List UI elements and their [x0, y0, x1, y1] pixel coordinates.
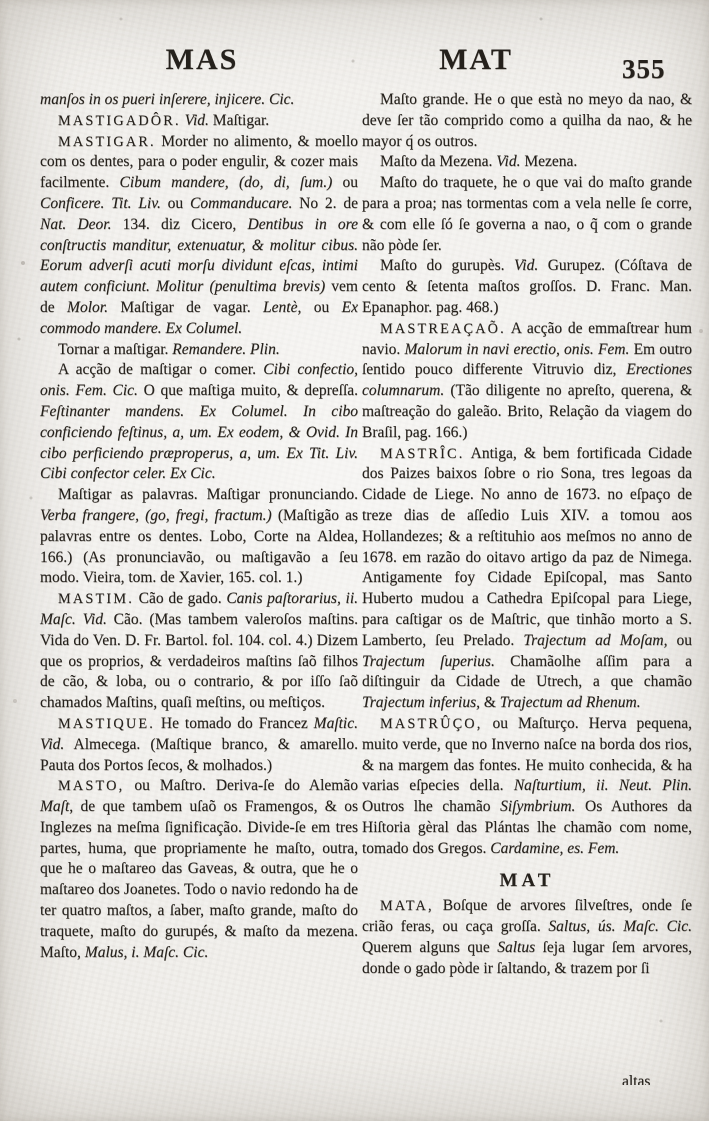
entry-paragraph [362, 152, 692, 173]
body-text: No 2. de [292, 194, 359, 212]
latin-italic-text: Commanducare. [190, 194, 293, 212]
headword: MATA, [380, 898, 434, 915]
entry-paragraph [362, 256, 692, 318]
latin-italic-text: manſos in os pueri inſerere, injicere. Cic. [40, 91, 295, 108]
body-text: Chamãolhe aſſim para a diſtinguir da Cidade de Utrech, a que chamão [362, 652, 693, 691]
latin-italic-text: Malus, i. Maſc. Cic. [84, 943, 209, 961]
body-text: ou Maſturço. Herva pequena, muito verde, que no Inverno naſce na borda dos rios, & na margem das fontes. He muito conhecida, & ha varias eſpecies della. [362, 714, 692, 795]
body-text: Maſto do gurupès. [380, 257, 514, 275]
latin-italic-text: Siſymbrium. [500, 798, 576, 816]
body-text: Gurupez. (Cóſtava de cento & ſetenta maſtos groſſos. D. Franc. Man. Epanaphor. pag. 468.) [362, 257, 692, 316]
latin-italic-text: Canis paſtorarius, ii. Maſc. Vid. [40, 590, 358, 628]
latin-italic-text: Dentibus in ore conſtructis manditur, extenuatur, & molitur cibus. Eorum adverſi acuti morſu dividunt eſcas, intimi autem conficiunt. Molitur (penultima brevis) [40, 215, 358, 296]
latin-italic-text: Erectiones columnarum. [362, 361, 692, 400]
latin-italic-text: Cardamine, es. Fem. [490, 839, 620, 857]
body-text: Os Authores da Hiſtoria gèral das Plántas lhe chamão com nome, tomado dos Gregos. [362, 798, 692, 857]
catchword-text: altas [622, 1073, 651, 1085]
body-text: & [479, 694, 500, 712]
body-text: Maſto do traquete, he o que vai do maſto grande para a proa; nas tormentas com a vela nelle ſe corre, & com elle ſó ſe governa a nao, o q̃ com o grande não pòde ſer. [362, 174, 692, 254]
entry-paragraph [40, 714, 358, 776]
body-text: ou [301, 298, 342, 316]
entry-paragraph [362, 90, 692, 152]
latin-italic-text: Cibum mandere, (do, di, ſum.) [119, 174, 333, 192]
latin-italic-text: Molor. [67, 298, 108, 316]
body-text: Antiga, & bem fortificada Cidade dos Paizes baixos ſobre o rio Sona, tres legoas da Cidade de Liege. No anno de 1673. no eſpaço de treze dias de aſſedio Luis XIV. a tomou aos Hollandezes; & a reſtituhio aos meſmos no anno de 1678. em razão do oitavo artigo da paz de Nimega. Antigamente foy Cidade Epiſcopal, mas Santo Huberto mudou a Cathedra Epiſcopal para Liege, para caſtigar os de Maſtric, que tinhão morto a S. Lamberto, ſeu Prelado. [362, 444, 692, 649]
latin-italic-text: Vid. [184, 111, 209, 129]
headword: MASTIGADÔR. [58, 112, 181, 129]
entry-paragraph [40, 111, 358, 132]
latin-italic-text: Trajectum ſuperius. [362, 652, 495, 670]
latin-italic-text: Trajectum ad Moſam, [523, 631, 668, 649]
headword: MASTO, [58, 778, 125, 795]
body-text: Maſtigar as palavras. Maſtigar pronunciando. [58, 486, 358, 504]
headword: MASTRÎC. [380, 445, 465, 462]
body-text: Boſque de arvores ſilveſtres, onde ſe crião feras, ou caça groſſa. [362, 897, 692, 936]
entry-paragraph [362, 714, 692, 860]
body-text: A acção de maſtigar o comer. [58, 361, 264, 379]
catchword [622, 1072, 650, 1085]
body-text: ou [160, 194, 191, 212]
body-text: Tornar a maſtigar. [58, 340, 173, 358]
latin-italic-text: Malorum in navi erectio, onis. Fem. [404, 340, 630, 358]
body-text: vem de [40, 278, 358, 316]
entry-paragraph [40, 776, 358, 963]
left-text-column [40, 90, 358, 963]
entry-paragraph [40, 132, 358, 340]
headword: MASTRÛÇO, [380, 715, 483, 732]
body-text: Outros lhe chamão [362, 798, 501, 816]
body-text: ou [667, 631, 692, 649]
entry-paragraph [40, 589, 358, 714]
scan-noise-speckles [0, 0, 2, 2]
headword: MASTREAÇAÕ. [380, 320, 506, 337]
section-heading: MAT [499, 870, 555, 892]
body-text: Maſtigar. [208, 111, 270, 129]
latin-italic-text: Ex commodo mandere. Ex Columel. [40, 298, 359, 337]
latin-italic-text: Cibi confectio, onis. Fem. Cic. [40, 361, 358, 400]
body-text: (Maſtigão as palavras entre os dentes. Lobo, Corte na Aldea, 166.) (As pronunciavão, ou maſtigavão a ſeu modo. Vieira, tom. de Xavier, 165. col. 1.) [40, 506, 358, 587]
latin-italic-text: Vid. [513, 257, 539, 275]
latin-italic-text: Saltus [497, 938, 536, 956]
headword: MASTIM. [58, 591, 134, 608]
running-head-left: MAS [165, 43, 239, 76]
latin-italic-text: Maſt [40, 798, 70, 816]
headword: MASTIGAR. [58, 133, 156, 150]
body-text: He tomado do Francez [155, 714, 314, 732]
headword: MASTIQUE. [58, 715, 155, 732]
entry-paragraph [40, 340, 358, 361]
body-text: Almecega. (Maſtique branco, & amarello. Pauta dos Portos ſecos, & molhados.) [40, 735, 358, 774]
body-text: Maſto grande. He o que està no meyo da nao, & deve ſer tão comprido como a quilha da nao, & he mayor q́ os outros. [362, 91, 692, 150]
body-text: Maſtigar de vagar. [107, 298, 264, 316]
latin-italic-text: Saltus, ús. Maſc. Cic. [548, 918, 692, 936]
body-text: Morder no alimento, & moello com os dentes, para o poder engulir, & cozer mais facilmente. [40, 132, 358, 192]
right-text-column [362, 90, 692, 979]
body-text: A acção de emmaſtrear hum navio. [362, 319, 692, 358]
body-text: ou [332, 174, 358, 192]
latin-italic-text: Maſtic. Vid. [40, 714, 358, 753]
entry-paragraph [40, 90, 358, 111]
body-text: Mezena. [520, 153, 578, 171]
entry-paragraph [362, 319, 692, 444]
body-text: Querem alguns que [362, 938, 498, 956]
entry-paragraph [40, 485, 358, 589]
latin-italic-text: Naſturtium, ii. Neut. Plin. [513, 777, 692, 795]
page-number: 355 [622, 54, 666, 84]
latin-italic-text: Conficere. Tit. Liv. [40, 194, 161, 212]
body-text: ſeja lugar ſem arvores, donde o gado pòde ir ſaltando, & trazem por ſi [362, 938, 692, 977]
entry-paragraph [362, 896, 692, 979]
running-head-right: MAT [439, 43, 513, 76]
latin-italic-text: Verba frangere, (go, fregi, fractum.) [40, 506, 272, 524]
body-text: Em outro ſentido pouco differente Vitruvio diz, [362, 340, 693, 379]
body-text: Maſto da Mezena. [380, 153, 497, 171]
latin-italic-text: Remandere. Plin. [172, 340, 280, 358]
body-text: , de que tambem uſaõ os Framengos, & os Inglezes na meſma ſignificação. Divide-ſe em tres partes, huma, que propriamente he maſto, outra, que he o maſtareo das Gaveas, & outra, que he o maſtareo dos Joanetes. Todo o navio redondo ha de ter quatro maſtos, a ſaber, maſto grande, maſto do traquete, maſto do gurupés, & maſto da mezena. Maſto, [40, 798, 358, 961]
body-text: Cão. (Mas tambem valeroſos maſtins. Vida do Ven. D. Fr. Bartol. fol. 104. col. 4.) Dizem que os proprios, & verdadeiros maſtins ſaõ filhos de cão, & loba, ou o contrario, & por iſſo ſaõ chamados Maſtins, quaſi meſtins, ou meſtiços. [40, 610, 358, 712]
entry-paragraph [40, 360, 358, 485]
latin-italic-text: Feſtinanter mandens. Ex Columel. In cibo conficiendo feſtinus, a, um. Ex eodem, & Ovid. In cibo perficiendo præproperus, a, um. Ex Tit. Liv. Cibi confector celer. Ex Cic. [40, 402, 358, 483]
latin-italic-text: Trajectum inferius, [362, 694, 480, 712]
entry-paragraph [362, 444, 692, 714]
entry-paragraph [362, 173, 692, 256]
latin-italic-text: Nat. Deor. [40, 215, 112, 233]
body-text: Cão de gado. [133, 590, 227, 608]
body-text: (Tão diligente no apreſto, querena, & maſtreação do galeão. Brito, Relação da viagem do Braſil, pag. 166.) [362, 382, 692, 441]
body-text: ou Maſtro. Deriva-ſe do Alemão [124, 777, 358, 795]
latin-italic-text: Lentè, [263, 298, 302, 316]
body-text: O que maſtiga muito, & depreſſa. [137, 382, 359, 400]
body-text: 134. diz Cicero, [111, 215, 248, 233]
latin-italic-text: Trajectum ad Rhenum. [499, 694, 641, 712]
latin-italic-text: Vid. [496, 153, 521, 171]
